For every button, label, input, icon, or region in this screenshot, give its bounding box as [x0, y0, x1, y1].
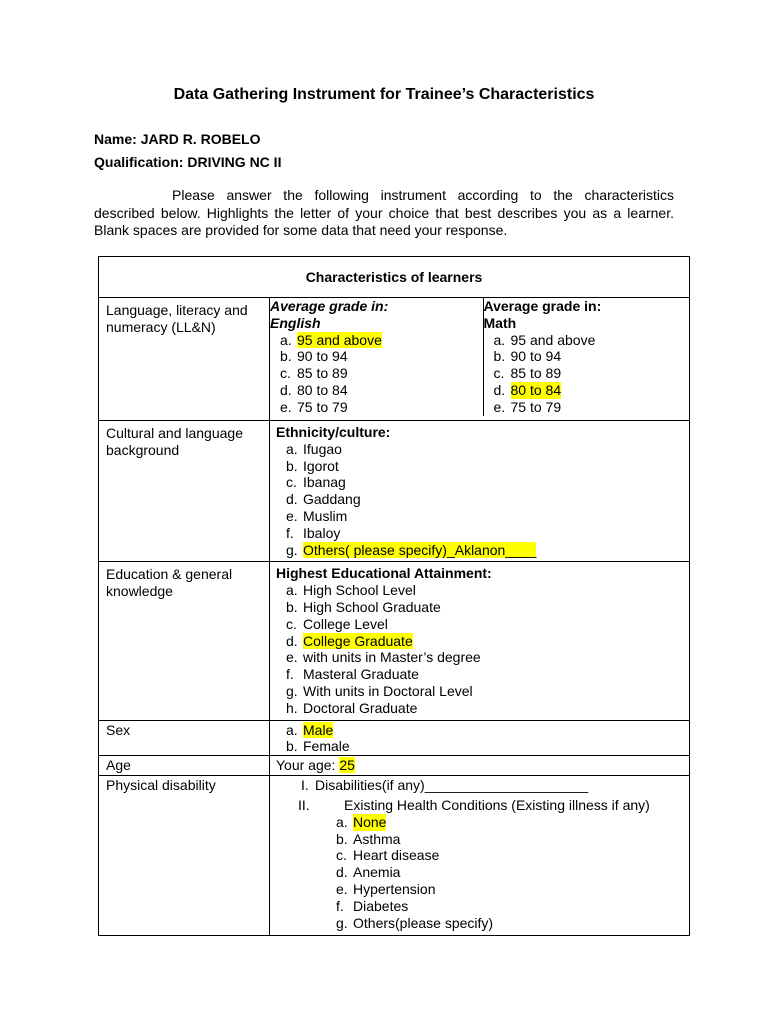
option-letter: e. — [336, 880, 348, 897]
item-text: Disabilities(if any)_____________________ — [315, 777, 589, 794]
option-text: With units in Doctoral Level — [303, 682, 473, 699]
option-text: Masteral Graduate — [303, 666, 419, 683]
selected-option-text: Others( please specify)_Aklanon____ — [303, 541, 537, 558]
table-header: Characteristics of learners — [99, 257, 690, 298]
option-item — [280, 365, 483, 382]
option-letter: a. — [280, 331, 292, 348]
option-letter: b. — [286, 598, 298, 615]
selected-option-text: Male — [303, 721, 334, 738]
option-text: Female — [303, 738, 350, 755]
row-llan — [99, 298, 690, 421]
option-text: High School Graduate — [303, 598, 441, 615]
row-label: Age — [99, 756, 270, 776]
llan-answers — [270, 298, 690, 421]
name-label: Name: — [94, 131, 137, 147]
option-letter: e. — [286, 649, 298, 666]
option-text: Asthma — [353, 830, 401, 847]
option-text: Hypertension — [353, 880, 436, 897]
option-text: 90 to 94 — [297, 348, 348, 365]
option-letter: a. — [286, 721, 298, 738]
option-text: Anemia — [353, 864, 401, 881]
qualification-line — [94, 154, 281, 170]
selected-option-text: 95 and above — [297, 331, 382, 348]
instructions-text: Please answer the following instrument according to the characteristics described below. Highlights the letter of your choice that best describes you as a learner. Blank spaces are provided for some data that need your response. — [94, 187, 674, 238]
option-text: Igorot — [303, 457, 339, 474]
option-text: 85 to 89 — [510, 365, 562, 382]
sex-answers — [270, 720, 690, 756]
option-letter: f. — [286, 524, 294, 541]
option-text: with units in Master’s degree — [303, 649, 481, 666]
option-letter: b. — [286, 738, 298, 755]
age-prompt: Your age: — [276, 757, 336, 774]
option-text: 75 to 79 — [510, 398, 562, 415]
option-item — [286, 582, 683, 599]
age-answer — [270, 756, 690, 776]
option-text: Gaddang — [303, 491, 361, 508]
option-letter: f. — [336, 897, 344, 914]
option-letter: e. — [286, 507, 298, 524]
item-text: Existing Health Conditions (Existing illness if any) — [344, 796, 650, 813]
option-item — [286, 599, 683, 616]
option-letter: c. — [286, 615, 297, 632]
option-item — [286, 683, 683, 700]
option-item — [286, 508, 683, 525]
option-letter: b. — [286, 457, 298, 474]
option-item — [286, 491, 683, 508]
math-head-2: Math — [483, 314, 517, 331]
option-letter: d. — [493, 381, 506, 398]
option-item — [336, 898, 683, 915]
instructions-paragraph — [94, 187, 674, 240]
option-item — [286, 525, 683, 542]
option-letter: c. — [493, 365, 505, 382]
option-letter: b. — [280, 348, 292, 365]
option-letter: c. — [286, 474, 297, 491]
llan-split — [270, 298, 690, 416]
option-item — [336, 864, 683, 881]
option-letter: d. — [336, 864, 348, 881]
option-text: 75 to 79 — [297, 398, 348, 415]
option-item — [280, 348, 483, 365]
option-item — [286, 666, 683, 683]
option-letter: e. — [280, 398, 292, 415]
option-text: Doctoral Graduate — [303, 699, 418, 716]
option-letter: b. — [336, 830, 348, 847]
option-letter: a. — [336, 813, 348, 830]
option-letter: c. — [280, 365, 291, 382]
document-title: Data Gathering Instrument for Trainee’s Characteristics — [173, 86, 595, 103]
name-line — [94, 131, 260, 147]
table-header-row — [99, 257, 690, 298]
culture-head: Ethnicity/culture: — [276, 424, 391, 440]
option-item — [286, 649, 683, 666]
option-item — [286, 722, 683, 739]
option-item — [280, 332, 483, 349]
english-head-1: Average grade in: — [270, 298, 389, 314]
row-label: Language, literacy and numeracy (LL&N) — [99, 298, 270, 421]
option-text: 90 to 94 — [510, 348, 562, 365]
option-item — [494, 332, 691, 349]
option-letter: a. — [286, 582, 298, 599]
row-label: Cultural and language background — [99, 421, 270, 562]
row-label: Physical disability — [99, 776, 270, 936]
option-text: College Level — [303, 615, 388, 632]
option-item — [286, 616, 683, 633]
roman-numeral: II. — [298, 796, 310, 813]
disability-item-1 — [301, 777, 683, 794]
math-head-1: Average grade in: — [483, 298, 602, 314]
characteristics-table — [98, 256, 690, 936]
selected-option-text: College Graduate — [303, 632, 413, 649]
row-age — [99, 756, 690, 776]
option-text: Heart disease — [353, 847, 440, 864]
option-item — [280, 382, 483, 399]
option-letter: a. — [493, 331, 506, 348]
row-culture — [99, 421, 690, 562]
culture-options — [276, 441, 683, 559]
selected-option-text: None — [353, 813, 387, 830]
option-letter: d. — [286, 491, 298, 508]
option-text: 95 and above — [510, 331, 596, 348]
option-letter: g. — [286, 541, 298, 558]
option-item — [336, 831, 683, 848]
option-letter: e. — [493, 398, 506, 415]
disability-answers — [270, 776, 690, 936]
english-column — [270, 298, 483, 416]
education-options — [276, 582, 683, 716]
option-text: Ifugao — [303, 440, 342, 457]
option-item — [286, 633, 683, 650]
qualification-value: DRIVING NC II — [187, 154, 282, 170]
option-text: 80 to 84 — [297, 381, 348, 398]
disability-item-2 — [298, 796, 683, 814]
row-sex — [99, 720, 690, 756]
education-head: Highest Educational Attainment: — [276, 565, 492, 582]
option-item — [286, 542, 683, 559]
option-item — [336, 915, 683, 932]
row-label: Sex — [99, 720, 270, 756]
age-value: 25 — [339, 757, 355, 774]
english-head-2: English — [270, 314, 321, 331]
health-options — [276, 814, 683, 932]
option-text: Diabetes — [353, 897, 409, 914]
option-item — [286, 474, 683, 491]
math-options — [484, 332, 691, 416]
option-item — [494, 399, 691, 416]
option-text: Ibaloy — [303, 524, 341, 541]
option-letter: g. — [286, 682, 298, 699]
option-text: High School Level — [303, 582, 416, 599]
option-item — [286, 738, 683, 755]
row-education — [99, 562, 690, 720]
option-letter: f. — [286, 666, 294, 683]
option-letter: c. — [336, 847, 347, 864]
option-item — [336, 881, 683, 898]
name-value: JARD R. ROBELO — [140, 131, 261, 147]
option-letter: d. — [280, 381, 292, 398]
option-text: Ibanag — [303, 474, 346, 491]
option-item — [286, 441, 683, 458]
sex-options — [276, 722, 683, 756]
option-item — [280, 399, 483, 416]
option-text: Muslim — [303, 507, 348, 524]
option-text: 85 to 89 — [297, 365, 348, 382]
option-item — [494, 382, 691, 399]
qualification-label: Qualification: — [94, 154, 184, 170]
option-item — [286, 700, 683, 717]
option-item — [494, 348, 691, 365]
option-letter: h. — [286, 699, 298, 716]
roman-numeral: I. — [301, 777, 309, 794]
option-item — [336, 847, 683, 864]
option-letter: g. — [336, 914, 348, 931]
option-item — [494, 365, 691, 382]
disability-items — [276, 777, 683, 814]
option-item — [336, 814, 683, 831]
option-letter: d. — [286, 632, 298, 649]
culture-answers — [270, 421, 690, 562]
selected-option-text: 80 to 84 — [510, 381, 562, 398]
math-column — [483, 298, 690, 416]
education-answers — [270, 562, 690, 720]
english-options — [270, 332, 483, 416]
option-letter: a. — [286, 440, 298, 457]
option-text: Others(please specify) — [353, 914, 494, 931]
option-letter: b. — [493, 348, 506, 365]
option-item — [286, 458, 683, 475]
row-label: Education & general knowledge — [99, 562, 270, 720]
row-disability — [99, 776, 690, 936]
